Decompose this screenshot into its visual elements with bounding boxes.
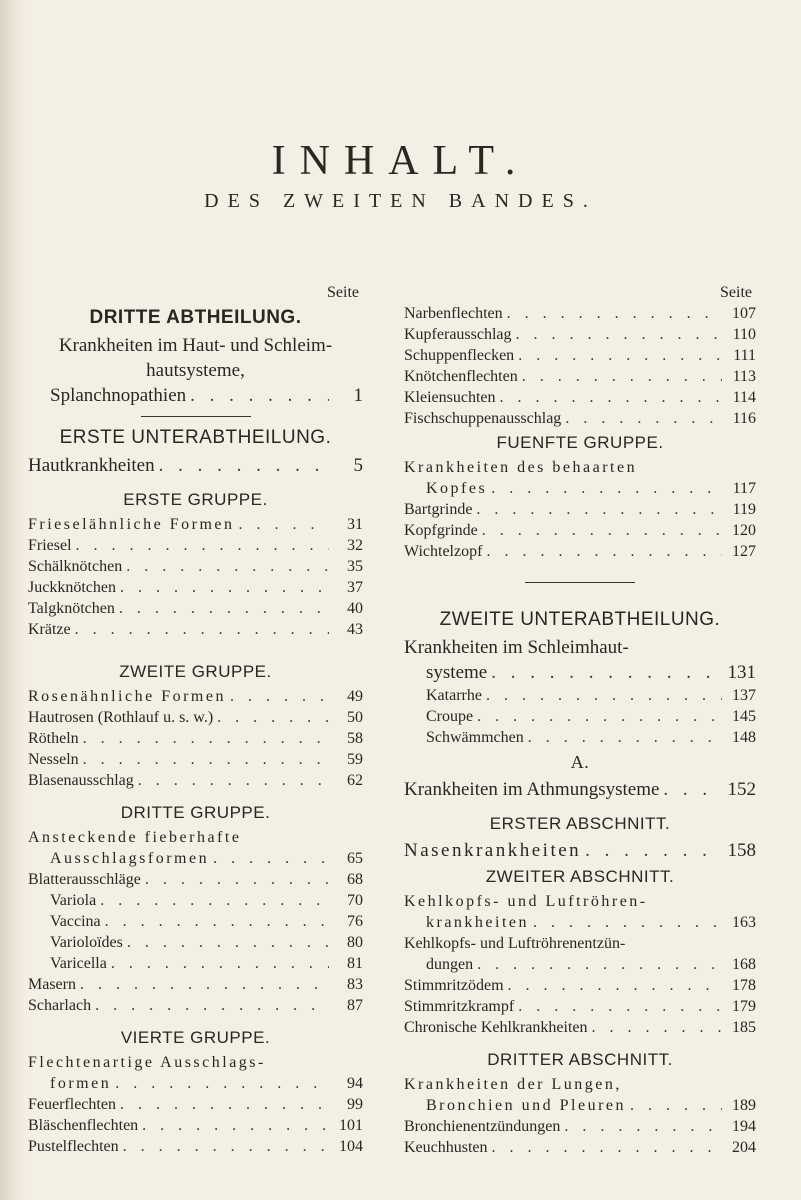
toc-entry: Wichtelzopf . . . 127 — [404, 541, 756, 562]
toc-entry: Friesel . . . 32 — [28, 535, 363, 556]
divider-rule — [525, 582, 635, 583]
dritter-abschnitt-heading: DRITTER ABSCHNITT. — [487, 1050, 673, 1069]
toc-entry: Vaccina . . . 76 — [28, 911, 363, 932]
toc-entry: Rosenähnliche Formen . . . 49 — [28, 686, 363, 707]
erste-unterabtheilung-heading: ERSTE UNTERABTHEILUNG. — [59, 427, 332, 448]
right-column — [404, 283, 756, 1158]
zweite-unterabtheilung-heading: ZWEITE UNTERABTHEILUNG. — [439, 609, 721, 630]
vierte-gruppe-intro-line1: Flechtenartige Ausschlags- — [28, 1054, 266, 1071]
dritter-abschnitt-intro-line1: Krankheiten der Lungen, — [404, 1076, 622, 1093]
toc-entry: Pustelflechten . . . 104 — [28, 1136, 363, 1157]
toc-entry: Varicella . . . 81 — [28, 953, 363, 974]
toc-entry: Krätze . . . 43 — [28, 619, 363, 640]
toc-entry: Nesseln . . . 59 — [28, 749, 363, 770]
toc-entry: Stimmritzödem . . . 178 — [404, 975, 756, 996]
toc-entry: Frieselähnliche Formen . . . 31 — [28, 514, 363, 535]
toc-entry: Variola . . . 70 — [28, 890, 363, 911]
toc-entry: Blasenausschlag . . . 62 — [28, 770, 363, 791]
toc-entry: Schwämmchen . . . 148 — [404, 727, 756, 748]
toc-entry: Schuppenflecken . . . 111 — [404, 345, 756, 366]
erster-abschnitt-heading: ERSTER ABSCHNITT. — [489, 814, 671, 833]
toc-entry: Bronchien und Pleuren . . . 189 — [404, 1095, 756, 1116]
toc-entry: Rötheln . . . 58 — [28, 728, 363, 749]
toc-entry: Nasenkrankheiten . . . 158 — [404, 838, 756, 863]
dritte-gruppe-intro-line1: Ansteckende fieberhafte — [28, 829, 242, 846]
toc-entry: Fischschuppenausschlag . . . 116 — [404, 408, 756, 429]
toc-entry: Juckknötchen . . . 37 — [28, 577, 363, 598]
toc-entry: Knötchenflechten . . . 113 — [404, 366, 756, 387]
zweite-gruppe-heading: ZWEITE GRUPPE. — [119, 662, 272, 681]
seite-label-right: Seite — [720, 284, 752, 301]
toc-entry: Bläschenflechten . . . 101 — [28, 1115, 363, 1136]
page-subtitle: DES ZWEITEN BANDES. — [204, 190, 597, 212]
toc-entry: Kleiensuchten . . . 114 — [404, 387, 756, 408]
toc-entry: dungen . . . 168 — [404, 954, 756, 975]
zweiter-abschnitt-heading: ZWEITER ABSCHNITT. — [485, 867, 675, 886]
toc-entry: Blatterausschläge . . . 68 — [28, 869, 363, 890]
toc-entry: Stimmritzkrampf . . . 179 — [404, 996, 756, 1017]
seite-label-left: Seite — [327, 284, 359, 301]
toc-entry: Katarrhe . . . 137 — [404, 685, 756, 706]
toc-entry: Ausschlagsformen . . . 65 — [28, 848, 363, 869]
toc-entry: Kupferausschlag . . . 110 — [404, 324, 756, 345]
toc-entry: Chronische Kehlkrankheiten . . . 185 — [404, 1017, 756, 1038]
left-column — [28, 283, 363, 1157]
toc-entry: Masern . . . 83 — [28, 974, 363, 995]
toc-entry: Hautkrankheiten . . . 5 — [28, 453, 363, 478]
toc-entry: krankheiten . . . 163 — [404, 912, 756, 933]
vierte-gruppe-heading: VIERTE GRUPPE. — [120, 1028, 271, 1047]
toc-entry: Feuerflechten . . . 99 — [28, 1094, 363, 1115]
dritte-abtheilung-entry: Krankheiten im Haut- und Schleim- hautsysteme, Splanchnopathien . . . 1 — [28, 333, 363, 408]
toc-entry: Bartgrinde . . . 119 — [404, 499, 756, 520]
section-a-heading: A. — [570, 752, 590, 772]
toc-entry: Keuchhusten . . . 204 — [404, 1137, 756, 1158]
zweiter-abschnitt-sub-line1: Kehlkopfs- und Luftröhrenentzün- — [404, 935, 626, 952]
toc-entry: Talgknötchen . . . 40 — [28, 598, 363, 619]
toc-entry: Krankheiten im Athmungsysteme . . . 152 — [404, 777, 756, 802]
toc-entry: Bronchienentzündungen . . . 194 — [404, 1116, 756, 1137]
fuenfte-gruppe-intro-line1: Krankheiten des behaarten — [404, 459, 638, 476]
toc-entry: Scharlach . . . 87 — [28, 995, 363, 1016]
dritte-gruppe-heading: DRITTE GRUPPE. — [120, 803, 271, 822]
toc-entry: Kopfgrinde . . . 120 — [404, 520, 756, 541]
toc-entry: Schälknötchen . . . 35 — [28, 556, 363, 577]
toc-entry: formen . . . 94 — [28, 1073, 363, 1094]
toc-entry: Varioloïdes . . . 80 — [28, 932, 363, 953]
dritte-abtheilung-heading: DRITTE ABTHEILUNG. — [89, 307, 302, 328]
toc-entry: Hautrosen (Rothlauf u. s. w.) . . . 50 — [28, 707, 363, 728]
toc-entry: Narbenflechten . . . 107 — [404, 303, 756, 324]
page-title: INHALT. — [271, 138, 530, 184]
zweiter-abschnitt-intro-line1: Kehlkopfs- und Luftröhren- — [404, 893, 648, 910]
erste-gruppe-heading: ERSTE GRUPPE. — [123, 490, 268, 509]
zweite-unterabtheilung-entry: Krankheiten im Schleimhaut- systeme . . . 131 — [404, 635, 756, 685]
divider-rule — [141, 416, 251, 417]
toc-entry: Kopfes . . . 117 — [404, 478, 756, 499]
fuenfte-gruppe-heading: FUENFTE GRUPPE. — [496, 433, 664, 452]
toc-entry: Croupe . . . 145 — [404, 706, 756, 727]
